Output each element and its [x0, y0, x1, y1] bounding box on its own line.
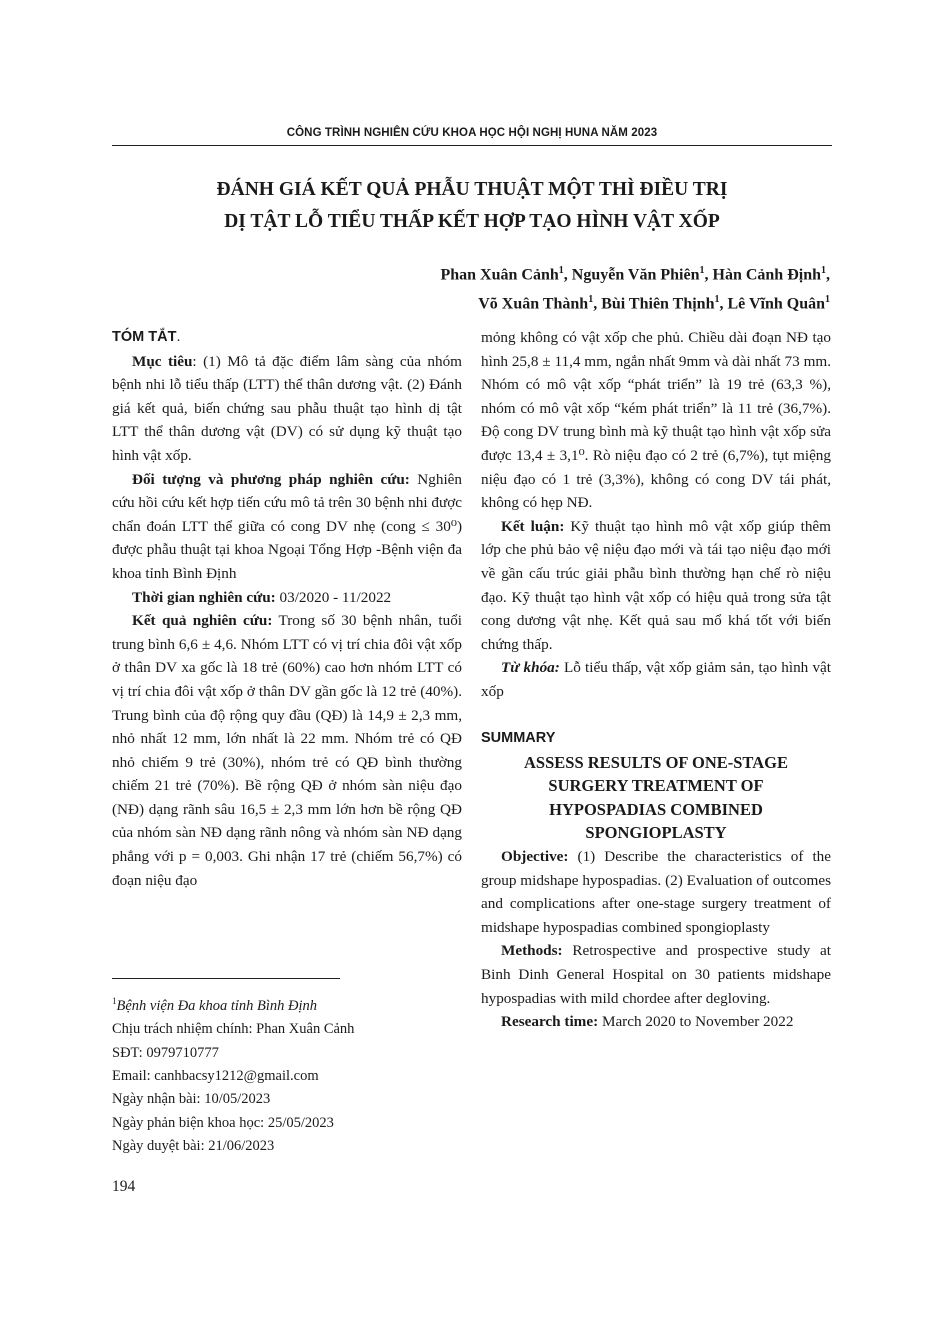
footnote-phone: SĐT: 0979710777: [112, 1044, 219, 1061]
time-label: Thời gian nghiên cứu:: [132, 588, 276, 606]
footnote-approved: Ngày duyệt bài: 21/06/2023: [112, 1138, 275, 1155]
page-number: 194: [112, 1178, 136, 1195]
paper-title: [112, 174, 832, 238]
summary-methods: [481, 939, 831, 1010]
footnotes: [112, 990, 472, 1159]
abstract-heading: TÓM TẮT.: [112, 329, 181, 345]
keywords-text: Lỗ tiểu thấp, vật xốp giảm sản, tạo hình vật xốp: [481, 659, 831, 700]
affiliation-mark: 1: [112, 996, 117, 1006]
right-column: [481, 326, 831, 1034]
conclusion-label: Kết luận:: [501, 517, 565, 535]
summary-title-line: SURGERY TREATMENT OF: [548, 776, 764, 796]
author-name: Hàn Cảnh Định: [712, 266, 821, 284]
author-affiliation: 1: [558, 265, 564, 276]
summary-title-line: HYPOSPADIAS COMBINED: [549, 799, 763, 819]
summary-heading: SUMMARY: [481, 730, 556, 747]
author-affiliation: 1: [588, 294, 594, 306]
summary-methods-text: Retrospective and prospective study at Binh Dinh General Hospital on 30 patients midshape hypospadias with mild chordee after degloving.: [481, 942, 831, 1007]
author-separator: ,: [719, 295, 728, 313]
methods-text: Nghiên cứu hồi cứu kết hợp tiến cứu mô tả trên 30 bệnh nhi được chẩn đoán LTT thể giữa có cong DV nhẹ (cong ≤ 30⁰) được phẫu thuật tại khoa Ngoại Tổng Hợp -Bệnh viện đa khoa tỉnh Bình Định: [112, 470, 463, 582]
keywords-label: Từ khóa:: [501, 659, 560, 677]
author-name: Phan Xuân Cảnh: [440, 266, 559, 284]
abstract-time: [112, 586, 462, 610]
abstract-conclusion: [481, 515, 831, 657]
running-header: CÔNG TRÌNH NGHIÊN CỨU KHOA HỌC HỘI NGHỊ HUNA NĂM 2023: [286, 127, 658, 139]
affiliation-text: Bệnh viện Đa khoa tỉnh Bình Định: [116, 997, 318, 1014]
author-separator: ,: [704, 266, 713, 284]
author-affiliation: 1: [699, 265, 705, 276]
methods-label: Đối tượng và phương pháp nghiên cứu:: [132, 470, 410, 488]
abstract-objective: [112, 350, 462, 468]
abstract-keywords: [481, 656, 831, 703]
footnote-rule: [112, 978, 340, 979]
left-column: [112, 326, 462, 892]
author-separator: ,: [826, 266, 830, 284]
footnote-responsible: Chịu trách nhiệm chính: Phan Xuân Cảnh: [112, 1021, 355, 1038]
author-name: Võ Xuân Thành: [478, 295, 589, 313]
footnote-email: Email: canhbacsy1212@gmail.com: [112, 1068, 319, 1085]
spacer: [481, 704, 831, 728]
abstract-results: [112, 609, 462, 892]
results-text: Trong số 30 bệnh nhân, tuổi trung bình 6,6 ± 4,6. Nhóm LTT có vị trí chia đôi vật xốp ở thân DV xa gốc là 18 trẻ (60%) cao hơn nhóm LTT có vị trí chia đôi vật xốp ở thân DV gần gốc là 12 trẻ (40%). Trung bình của độ rộng quy đầu (QĐ) là 14,9 ± 2,3 mm, nhỏ nhất 12 mm, lớn nhất là 22 mm. Nhóm trẻ có QĐ nhỏ chiếm 9 trẻ (30%), nhóm trẻ có QĐ bình thường chiếm 21 trẻ (70%). Bề rộng QĐ ở nhóm sàn niệu đạo (NĐ) dạng rãnh sâu 16,5 ± 2,3 mm lớn hơn bề rộng QĐ của nhóm sàn NĐ dạng rãnh nông và nhóm sàn NĐ dạng phẳng với p = 0,003. Ghi nhận 17 trẻ (chiếm 56,7%) có đoạn niệu đạo: [112, 612, 463, 889]
summary-objective-label: Objective:: [501, 848, 569, 866]
objective-text: : (1) Mô tả đặc điểm lâm sàng của nhóm bệnh nhi lỗ tiểu thấp (LTT) thể thân dương vật. (2) Đánh giá kết quả, biến chứng sau phẫu thuật tạo hình dị tật LTT thể thân dương vật (DV) có sử dụng kỹ thuật tạo hình vật xốp.: [112, 352, 462, 464]
abstract-methods: [112, 468, 462, 586]
time-text: 03/2020 - 11/2022: [275, 588, 392, 606]
summary-time-label: Research time:: [501, 1013, 599, 1031]
author-affiliation: 1: [825, 294, 830, 306]
summary-methods-label: Methods:: [501, 942, 563, 960]
abstract-results-continued: mỏng không có vật xốp che phủ. Chiều dài đoạn NĐ tạo hình 25,8 ± 11,4 mm, ngắn nhất 9mm và dài nhất 73 mm. Nhóm có mô vật xốp “phát triển” là 19 trẻ (63,3 %), nhóm có mô vật xốp “kém phát triển” là 11 trẻ (36,7%). Độ cong DV trung bình mà kỹ thuật tạo hình vật xốp sửa được 13,4 ± 3,1⁰. Rò niệu đạo có 2 trẻ (6,7%), tụt miệng niệu đạo có 1 trẻ (3,3%), không có cong DV tái phát, không có hẹp NĐ.: [481, 329, 831, 512]
author-separator: ,: [593, 295, 602, 313]
summary-time-text: March 2020 to November 2022: [598, 1013, 794, 1031]
author-name: Bùi Thiên Thịnh: [601, 295, 715, 313]
summary-title-line: SPONGIOPLASTY: [585, 823, 727, 843]
author-list: [300, 258, 830, 317]
header-rule: [112, 145, 832, 146]
results-label: Kết quả nghiên cứu:: [132, 612, 273, 630]
title-line-1: ĐÁNH GIÁ KẾT QUẢ PHẪU THUẬT MỘT THÌ ĐIỀU TRỊ: [216, 179, 728, 200]
author-name: Nguyễn Văn Phiên: [571, 266, 700, 284]
footnote-reviewed: Ngày phản biện khoa học: 25/05/2023: [112, 1114, 334, 1131]
author-line-2: [300, 287, 830, 316]
summary-objective: [481, 845, 831, 939]
summary-title: [481, 751, 831, 845]
author-affiliation: 1: [714, 294, 720, 306]
footnote-affiliation: [112, 990, 472, 1018]
objective-label: Mục tiêu: [132, 352, 193, 370]
summary-objective-text: (1) Describe the characteristics of the group midshape hypospadias. (2) Evaluation of outcomes and complications after one-stage surgery treatment of midshape hypospadias combined spongioplasty: [481, 848, 831, 936]
author-affiliation: 1: [821, 265, 826, 276]
footnote-received: Ngày nhận bài: 10/05/2023: [112, 1091, 271, 1108]
title-line-2: DỊ TẬT LỖ TIỂU THẤP KẾT HỢP TẠO HÌNH VẬT XỐP: [224, 211, 720, 232]
summary-time: [481, 1010, 831, 1034]
author-name: Lê Vĩnh Quân: [727, 295, 825, 313]
conclusion-text: Kỹ thuật tạo hình mô vật xốp giúp thêm lớp che phủ bảo vệ niệu đạo mới và tái tạo niệu đạo mới về gần cấu trúc giải phẫu bình thường hạn chế rò niệu đạo. Kỹ thuật tạo hình vật xốp có hiệu quả trong sửa tật cong dương vật nhẹ. Kết quả sau mổ khá tốt với biến chứng thấp.: [481, 517, 831, 653]
author-separator: ,: [563, 266, 572, 284]
summary-title-line: ASSESS RESULTS OF ONE-STAGE: [524, 752, 788, 772]
author-line-1: [300, 258, 830, 287]
